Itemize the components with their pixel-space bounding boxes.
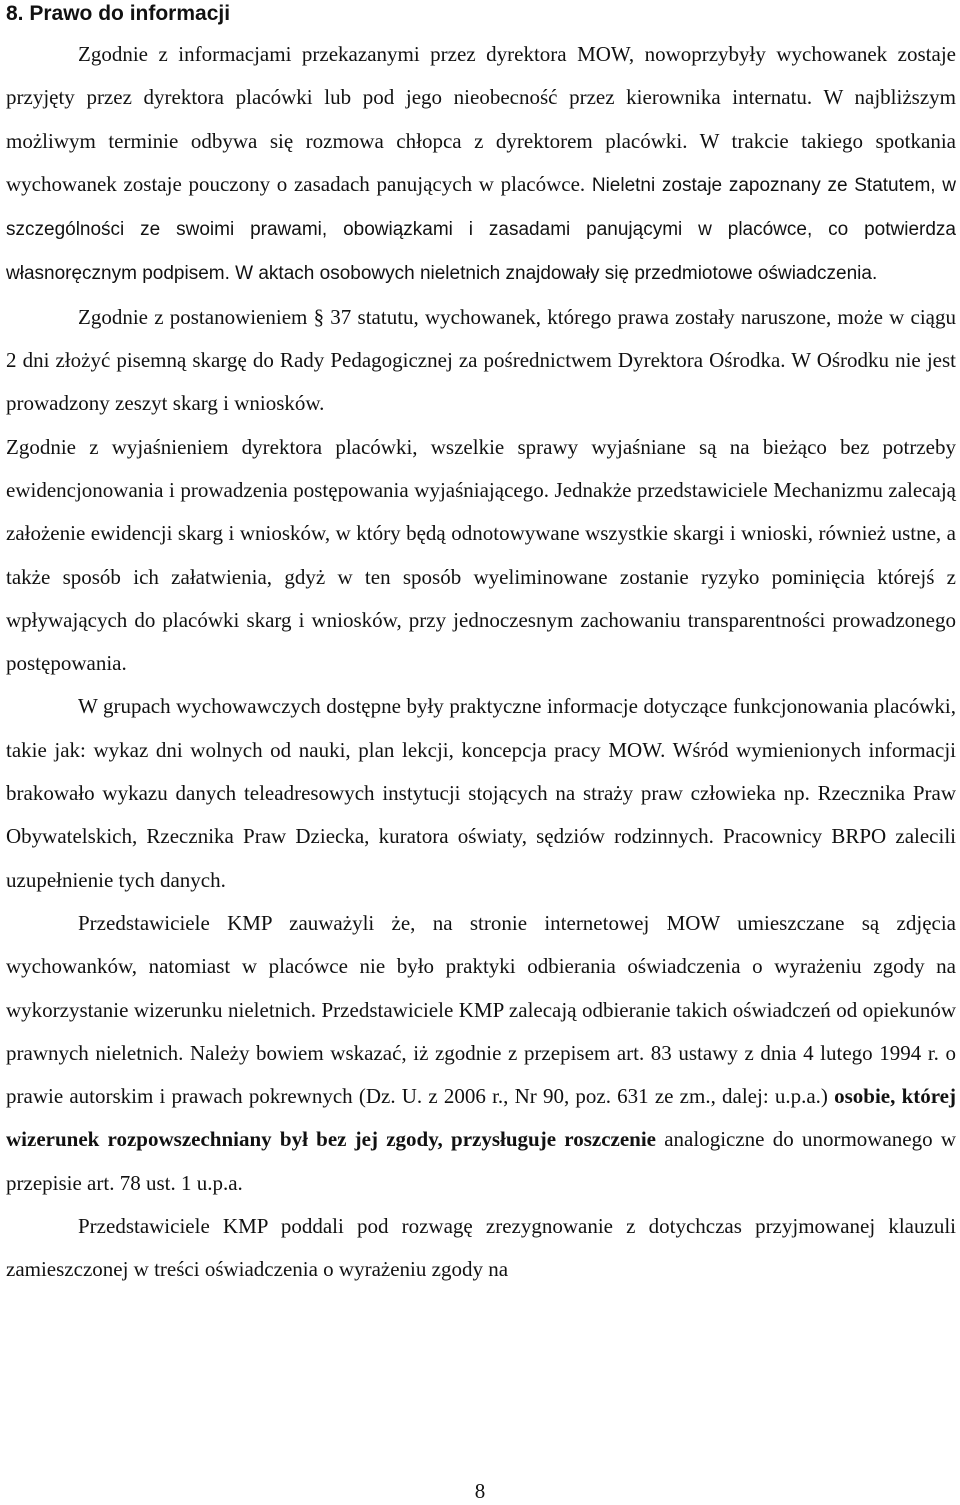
paragraph-consent-clause: Przedstawiciele KMP poddali pod rozwagę zrezygnowanie z dotychczas przyjmowanej klauzuli zamieszczonej w treści oświadczenia o wyrażeniu zgody na (6, 1214, 956, 1282)
paragraph-explanation: Zgodnie z wyjaśnieniem dyrektora placówki, wszelkie sprawy wyjaśniane są na bieżąco bez potrzeby ewidencjonowania i prowadzenia postępowania wyjaśniającego. Jednakże przedstawiciele Mechanizmu zalecają założenie ewidencji skarg i wniosków, w który będą odnotowywane wszystkie skargi i wnioski, również ustne, a także sposób ich załatwienia, gdyż w ten sposób wyeliminowane zostanie ryzyko pominięcia którejś z wpływających do placówki skarg i wniosków, przy jednoczesnym zachowaniu transparentności prowadzonego postępowania. (6, 434, 956, 676)
paragraph-image-rights-text-b: analogiczne do unormowanego w przepisie art. 78 ust. 1 u.p.a. (6, 1127, 956, 1195)
paragraph-complaints: Zgodnie z postanowieniem § 37 statutu, wychowanek, którego prawa zostały naruszone, może w ciągu 2 dni złożyć pisemną skargę do Rady Pedagogicznej za pośrednictwem Dyrektora Ośrodka. W Ośrodku nie jest prowadzony zeszyt skarg i wniosków. (6, 304, 956, 416)
section-heading: 8. Prawo do informacji (6, 2, 231, 25)
paragraph-admission (6, 33, 956, 296)
paragraph-admission-text-b: Nieletni zostaje zapoznany ze Statutem, w szczególności ze swoimi prawami, obowiązkami i zasadami panującymi w placówce, co potwierdza własnoręcznym podpisem. W aktach osobowych nieletnich znajdowały się przedmiotowe oświadczenia. (6, 174, 956, 285)
paragraph-image-rights-text-a: Przedstawiciele KMP zauważyli że, na stronie internetowej MOW umieszczane są zdjęcia wychowanków, natomiast w placówce nie było praktyki odbierania oświadczenia o wyrażeniu zgody na wykorzystanie wizerunku nieletnich. Przedstawiciele KMP zalecają odbieranie takich oświadczeń od opiekunów prawnych nieletnich. Należy bowiem wskazać, iż zgodnie z przepisem art. 83 ustawy z dnia 4 lutego 1994 r. o prawie autorskim i prawach pokrewnych (Dz. U. z 2006 r., Nr 90, poz. 631 ze zm., dalej: u.p.a.) (6, 910, 956, 1109)
paragraph-information: W grupach wychowawczych dostępne były praktyczne informacje dotyczące funkcjonowania placówki, takie jak: wykaz dni wolnych od nauki, plan lekcji, koncepcja pracy MOW. Wśród wymienionych informacji brakowało wykazu danych teleadresowych instytucji stojących na straży praw człowieka np. Rzecznika Praw Obywatelskich, Rzecznika Praw Dziecka, kuratora oświaty, sędziów rodzinnych. Pracownicy BRPO zalecili uzupełnienie tych danych. (6, 694, 956, 892)
paragraph-image-rights-bold: osobie, której wizerunek rozpowszechniany był bez jej zgody, przysługuje roszczenie (6, 1084, 957, 1152)
paragraph-admission-text-a: Zgodnie z informacjami przekazanymi przez dyrektora MOW, nowoprzybyły wychowanek zostaje przyjęty przez dyrektora placówki lub pod jego nieobecność przez kierownika internatu. W najbliższym możliwym terminie odbywa się rozmowa chłopca z dyrektorem placówki. W trakcie takiego spotkania wychowanek zostaje pouczony o zasadach panujących w placówce. (6, 42, 956, 196)
document-page (6, 0, 956, 1292)
page-number: 8 (474, 1479, 486, 1503)
paragraph-image-rights (6, 902, 956, 1205)
